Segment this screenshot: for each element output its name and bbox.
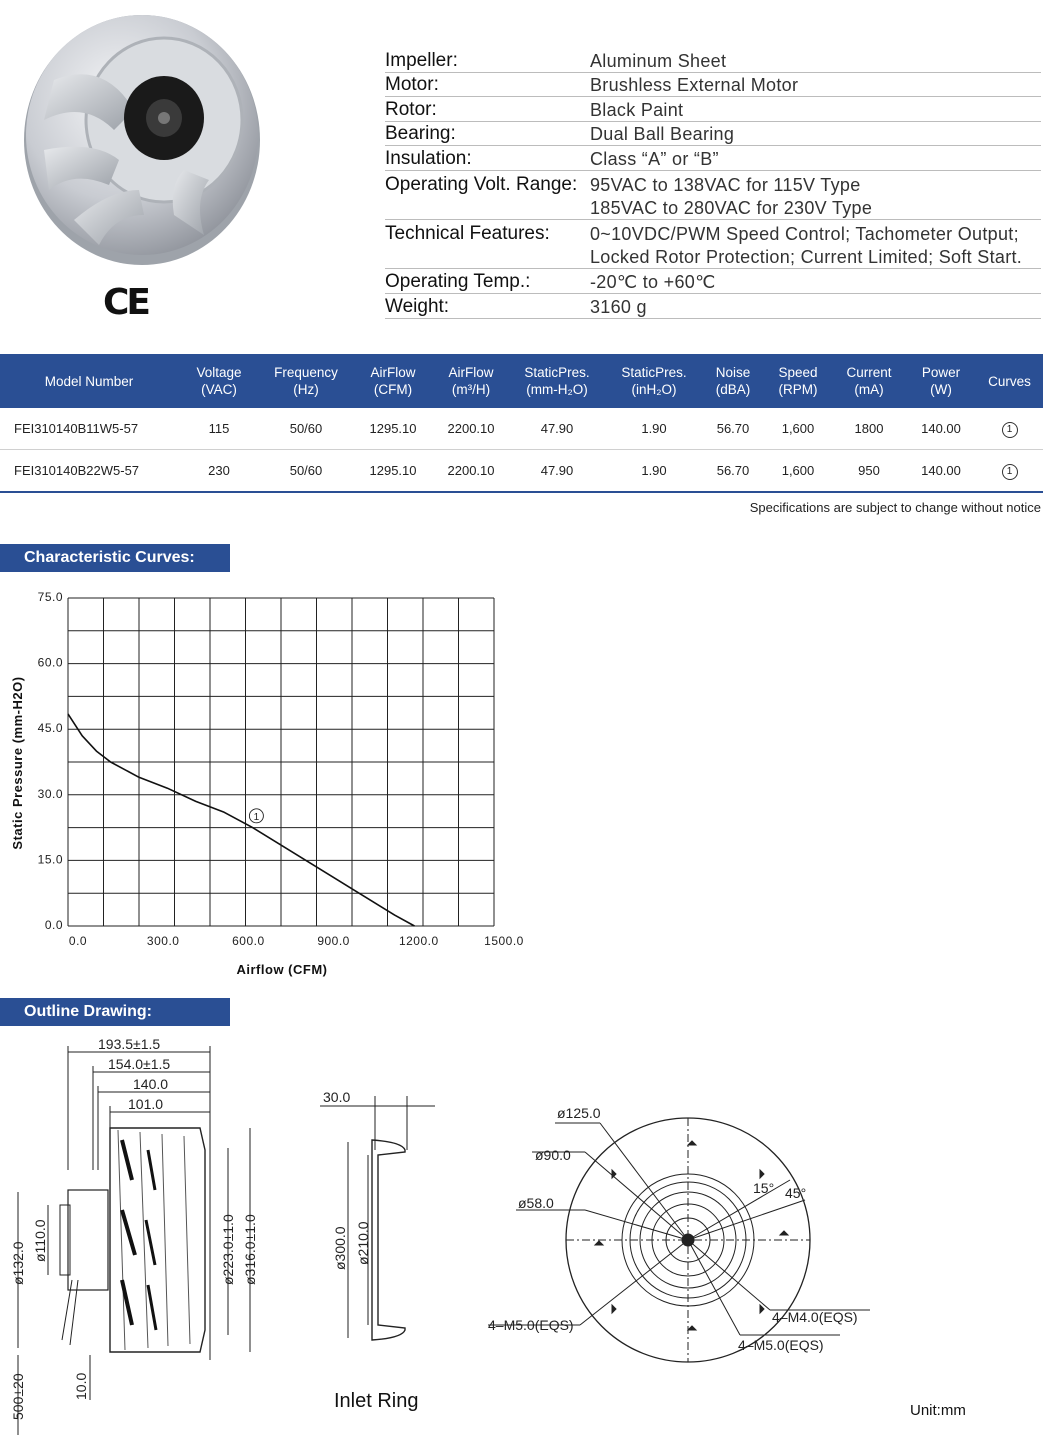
spec-value: Black Paint	[590, 99, 684, 120]
dim-front-angle-15: 15°	[753, 1180, 775, 1196]
dim-side-v4: ø316.0±1.0	[242, 1214, 258, 1285]
col-header-noise: Noise (dBA)	[702, 354, 764, 408]
spec-value: 0~10VDC/PWM Speed Control; Tachometer Output;	[590, 223, 1019, 244]
cell-model: FEI310140B22W5-57	[0, 450, 178, 493]
dim-side-4: 101.0	[128, 1096, 164, 1112]
y-tick-label: 30.0	[37, 786, 63, 801]
spec-row-bearing	[385, 122, 1041, 147]
cell-airflow-cfm: 1295.10	[352, 450, 434, 493]
inlet-ring-drawing	[320, 1089, 435, 1340]
dim-front-holes-1: 4–M5.0(EQS)	[488, 1317, 574, 1333]
x-axis-label: Airflow (CFM)	[236, 962, 328, 977]
cell-current: 950	[832, 450, 906, 493]
cell-noise: 56.70	[702, 408, 764, 450]
dim-side-3: 140.0	[133, 1076, 169, 1092]
y-tick-label: 45.0	[37, 721, 63, 736]
spec-label: Weight:	[385, 295, 450, 317]
y-tick-label: 75.0	[37, 590, 63, 604]
cell-current: 1800	[832, 408, 906, 450]
y-tick-label: 0.0	[44, 918, 63, 932]
spec-value: 95VAC to 138VAC for 115V Type	[590, 174, 861, 195]
characteristic-curve-chart	[0, 580, 530, 985]
dim-side-v3: ø223.0±1.0	[220, 1214, 236, 1285]
spec-label: Insulation:	[385, 147, 472, 169]
dim-front-angle-45: 45°	[785, 1185, 807, 1201]
cell-airflow-m3h: 2200.10	[434, 408, 508, 450]
spec-label: Technical Features:	[385, 222, 550, 244]
col-header-model: Model Number	[0, 354, 178, 408]
dim-front-holes-2: 4–M4.0(EQS)	[772, 1309, 858, 1325]
spec-value: Aluminum Sheet	[590, 50, 727, 71]
x-tick-label: 1500.0	[484, 934, 524, 948]
col-header-frequency: Frequency (Hz)	[260, 354, 352, 408]
dim-front-holes-3: 4–M5.0(EQS)	[738, 1337, 824, 1353]
dim-side-2: 154.0±1.5	[108, 1056, 171, 1072]
col-header-airflow-cfm: AirFlow (CFM)	[352, 354, 434, 408]
spec-change-note: Specifications are subject to change without notice	[749, 500, 1041, 515]
ce-certification-mark: CE	[103, 282, 149, 323]
spec-row-insulation	[385, 146, 1041, 171]
dim-side-v1: ø132.0	[10, 1241, 26, 1285]
centrifugal-fan-impeller-icon	[14, 0, 269, 270]
cell-curves	[976, 450, 1043, 493]
spec-value: 185VAC to 280VAC for 230V Type	[590, 198, 873, 219]
spec-row-rotor	[385, 97, 1041, 122]
y-axis-label: Static Pressure (mm-H2O)	[10, 676, 25, 850]
section-header-curves: Characteristic Curves:	[0, 544, 230, 572]
cell-static-in: 1.90	[606, 408, 702, 450]
table-header-row	[0, 354, 1043, 408]
spec-value: Dual Ball Bearing	[590, 124, 735, 145]
cell-static-mm: 47.90	[508, 450, 606, 493]
x-tick-label: 300.0	[146, 934, 180, 948]
dim-side-1: 193.5±1.5	[98, 1036, 161, 1052]
chart-grid	[68, 598, 494, 926]
spec-row-weight	[385, 294, 1041, 319]
cell-frequency: 50/60	[260, 408, 352, 450]
col-header-airflow-m3h: AirFlow (m³/H)	[434, 354, 508, 408]
spec-row-operating-temp	[385, 269, 1041, 294]
spec-value: Locked Rotor Protection; Current Limited; Soft Start.	[590, 247, 1023, 268]
spec-value: 3160 g	[590, 296, 647, 317]
unit-label: Unit:mm	[910, 1402, 966, 1419]
x-tick-label: 900.0	[317, 934, 350, 948]
spec-row-tech-features-cont	[385, 245, 1041, 270]
col-header-power: Power (W)	[906, 354, 976, 408]
dim-side-v6: 10.0	[73, 1372, 89, 1400]
cell-power: 140.00	[906, 450, 976, 493]
col-header-voltage: Voltage (VAC)	[178, 354, 260, 408]
dim-front-3: ø58.0	[518, 1195, 554, 1211]
dim-front-1: ø125.0	[557, 1105, 601, 1121]
spec-value: -20℃ to +60℃	[590, 271, 716, 292]
curve-label-badge	[249, 809, 263, 823]
spec-label: Bearing:	[385, 123, 456, 145]
x-tick-label: 0.0	[68, 934, 88, 948]
cell-frequency: 50/60	[260, 450, 352, 493]
cell-airflow-cfm: 1295.10	[352, 408, 434, 450]
dim-inlet-outer: ø300.0	[332, 1226, 348, 1270]
front-view-drawing	[488, 1105, 870, 1362]
cell-static-mm: 47.90	[508, 408, 606, 450]
spec-row-impeller	[385, 48, 1041, 73]
table-row	[0, 408, 1043, 450]
table-row	[0, 450, 1043, 493]
x-tick-label: 600.0	[232, 934, 265, 948]
outline-technical-drawing	[0, 1030, 1043, 1445]
cell-curves	[976, 408, 1043, 450]
spec-label: Motor:	[385, 74, 439, 96]
y-tick-label: 60.0	[37, 655, 63, 670]
side-view-drawing	[10, 1036, 258, 1435]
x-tick-label: 1200.0	[398, 934, 439, 948]
spec-label: Impeller:	[385, 49, 458, 71]
cell-speed: 1,600	[764, 450, 832, 493]
spec-label: Operating Volt. Range:	[385, 173, 578, 195]
spec-label: Rotor:	[385, 98, 437, 120]
cell-speed: 1,600	[764, 408, 832, 450]
spec-row-volt-range-cont	[385, 196, 1041, 221]
dim-side-v5: 500±20	[10, 1373, 26, 1420]
cell-model: FEI310140B11W5-57	[0, 408, 178, 450]
chart-series	[68, 714, 415, 926]
spec-label: Operating Temp.:	[385, 270, 531, 292]
spec-row-volt-range	[385, 171, 1041, 196]
spec-list	[385, 48, 1041, 319]
dim-inlet-inner: ø210.0	[355, 1221, 371, 1265]
y-tick-labels	[38, 590, 63, 932]
y-tick-label: 15.0	[37, 852, 63, 867]
section-header-outline: Outline Drawing:	[0, 998, 230, 1026]
col-header-speed: Speed (RPM)	[764, 354, 832, 408]
spec-value: Class “A” or “B”	[590, 148, 719, 169]
col-header-curves: Curves	[976, 354, 1043, 408]
model-table	[0, 354, 1043, 493]
spec-row-motor	[385, 73, 1041, 98]
curve-number-badge: 1	[1002, 422, 1018, 438]
cell-voltage: 230	[178, 450, 260, 493]
col-header-current: Current (mA)	[832, 354, 906, 408]
dim-side-v2: ø110.0	[32, 1219, 48, 1262]
dim-inlet-width: 30.0	[323, 1089, 351, 1105]
spec-row-tech-features	[385, 220, 1041, 245]
x-tick-labels	[69, 934, 524, 948]
cell-voltage: 115	[178, 408, 260, 450]
curve-number-badge: 1	[1002, 464, 1018, 480]
inlet-ring-label: Inlet Ring	[334, 1390, 419, 1412]
cell-power: 140.00	[906, 408, 976, 450]
curve-label-text: 1	[253, 811, 260, 823]
col-header-static-mm: StaticPres. (mm-H₂O)	[508, 354, 606, 408]
cell-static-in: 1.90	[606, 450, 702, 493]
cell-noise: 56.70	[702, 450, 764, 493]
cell-airflow-m3h: 2200.10	[434, 450, 508, 493]
dim-front-2: ø90.0	[535, 1147, 571, 1163]
col-header-static-in: StaticPres. (inH₂O)	[606, 354, 702, 408]
curve-series-line	[68, 714, 415, 926]
spec-value: Brushless External Motor	[590, 75, 799, 96]
